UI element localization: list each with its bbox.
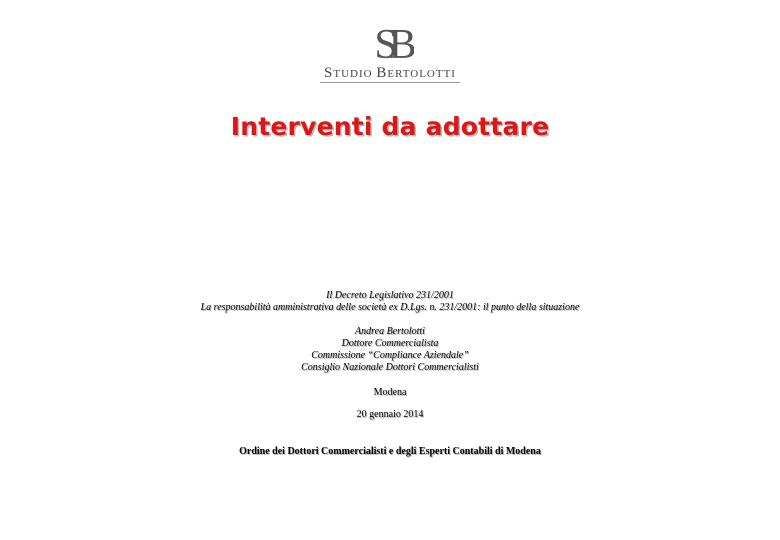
sb-monogram-icon — [368, 22, 414, 64]
svg-text:SB: SB — [374, 22, 408, 64]
subtitle-topic: La responsabilità amministrativa delle società ex D.Lgs. n. 231/2001: il punto della situazione — [200, 302, 580, 313]
event-date: 20 gennaio 2014 — [356, 409, 424, 420]
speaker-name: Andrea Bertolotti — [355, 326, 425, 337]
event-city: Modena — [373, 387, 407, 398]
subtitle-decree: Il Decreto Legislativo 231/2001 — [326, 290, 454, 301]
studio-logo — [318, 22, 462, 84]
speaker-role: Dottore Commercialista — [341, 338, 439, 349]
speaker-council: Consiglio Nazionale Dottori Commercialisti — [301, 362, 479, 373]
logo-divider — [320, 82, 460, 83]
speaker-commission: Commissione “Compliance Aziendale” — [311, 350, 469, 361]
event-organizer: Ordine dei Dottori Commercialisti e degli Esperti Contabili di Modena — [239, 446, 541, 457]
page-title: Interventi da adottare — [230, 112, 550, 141]
logo-name: STUDIO BERTOLOTTI — [324, 65, 456, 81]
